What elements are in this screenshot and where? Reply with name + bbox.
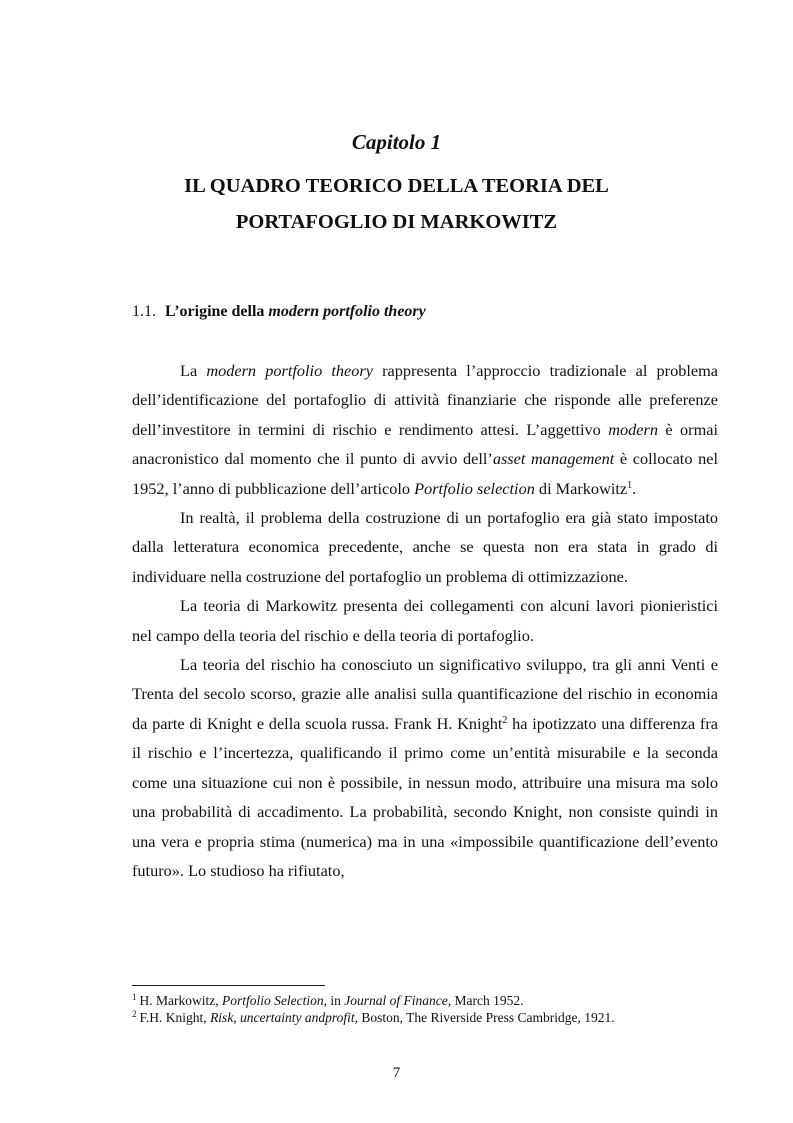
p1-text-6: .: [632, 478, 637, 498]
chapter-title-line-2: PORTAFOGLIO DI MARKOWITZ: [235, 211, 558, 233]
p1-italic-1: modern portfolio theory: [206, 361, 373, 380]
section-title: [165, 303, 426, 320]
section-heading: [132, 303, 426, 321]
p1-text-3: è ormai anacronistico dal momento che il punto di avvio dell’: [132, 419, 718, 469]
section-title-prefix: L’origine della: [165, 303, 269, 320]
footnote-2: [132, 1009, 732, 1026]
p1-text-1: La: [180, 361, 207, 380]
chapter-label: Capitolo 1: [351, 130, 442, 154]
fn1-italic-1: Portfolio Selection: [221, 993, 324, 1008]
p1-italic-3: asset management: [492, 449, 615, 469]
fn1-italic-2: Journal of Finance: [344, 993, 448, 1008]
footnote-1: [132, 992, 732, 1009]
fn2-italic-1: Risk, uncertainty andprofit,: [210, 1010, 359, 1025]
section-title-italic: modern portfolio theory: [268, 303, 426, 320]
chapter-title: [0, 168, 793, 240]
chapter-title-line-1: IL QUADRO TEORICO DELLA TEORIA DEL: [184, 175, 609, 197]
footnote-ref-2[interactable]: 2: [502, 714, 508, 726]
p1-italic-4: Portfolio selection: [414, 478, 535, 498]
fn1-text-2: , in: [323, 993, 345, 1008]
fn1-text-1: H. Markowitz,: [139, 993, 222, 1008]
paragraph-2: In realtà, il problema della costruzione di un portafoglio era già stato impostato dalla letteratura economica precedente, anche se questa non era stata in grado di individuare nella costruzione del portafoglio un problema di ottimizzazione.: [132, 508, 718, 586]
p1-italic-2: modern: [608, 419, 658, 439]
footnotes: [132, 992, 732, 1026]
p1-text-4: è collocato nel 1952, l’anno di pubblicazione dell’articolo: [132, 449, 719, 498]
page-number: 7: [392, 1065, 401, 1081]
footnote-separator: [132, 985, 325, 986]
paragraph-4: [132, 650, 718, 885]
p1-text-2: rappresenta l’approccio tradizionale al problema dell’identificazione del portafoglio di attività finanziarie che risponde alle preferenze dell’investitore in termini di rischio e rendimento attesi. L’aggettivo: [132, 361, 718, 439]
footnote-ref-1[interactable]: 1: [627, 479, 633, 491]
footnote-1-marker: 1: [132, 992, 137, 1002]
section-number: 1.1.: [132, 303, 156, 320]
fn1-text-3: , March 1952.: [447, 993, 524, 1008]
fn2-text-1: F.H. Knight,: [139, 1010, 211, 1025]
p4-text-1: La teoria del rischio ha conosciuto un significativo sviluppo, tra gli anni Venti e Trenta del secolo scorso, grazie alle analisi sulla quantificazione del rischio in economia da parte di Knight e della scuola russa. Frank H. Knight: [132, 655, 718, 733]
paragraph-1: [132, 356, 718, 503]
body-text: [132, 356, 718, 885]
p4-text-2: ha ipotizzato una differenza fra il rischio e l’incertezza, qualificando il primo come un’entità misurabile e la seconda come una situazione cui non è possibile, in nessun modo, attribuire una misura ma solo una probabilità di accadimento. La probabilità, secondo Knight, non consiste quindi in una vera e propria stima (numerica) ma in una «impossibile quantificazione dell’evento futuro». Lo studioso ha rifiutato,: [132, 713, 718, 880]
fn2-text-2: Boston, The Riverside Press Cambridge, 1921.: [358, 1010, 615, 1025]
footnote-2-marker: 2: [132, 1009, 137, 1019]
p1-text-5: di Markowitz: [534, 478, 628, 498]
paragraph-3: La teoria di Markowitz presenta dei collegamenti con alcuni lavori pionieristici nel campo della teoria del rischio e della teoria di portafoglio.: [132, 596, 718, 645]
